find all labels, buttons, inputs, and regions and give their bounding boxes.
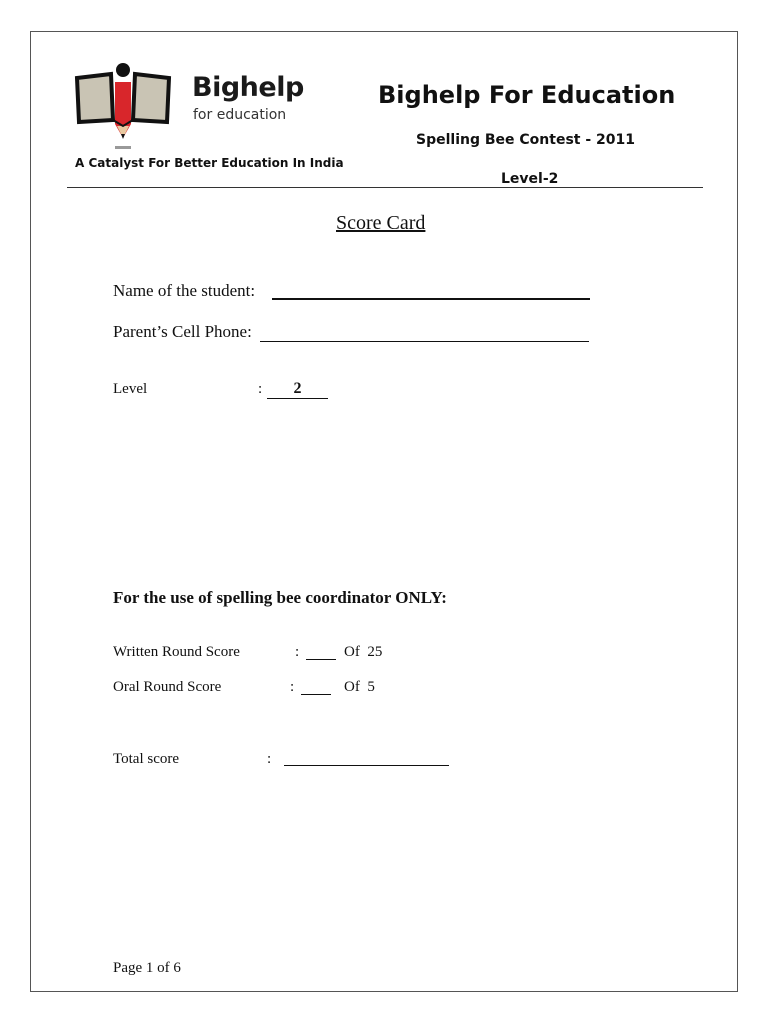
organization-title: Bighelp For Education	[378, 81, 676, 109]
level-label: Level	[113, 381, 148, 397]
oral-score-label: Oral Round Score	[113, 679, 222, 695]
page-number: Page 1 of 6	[113, 960, 181, 976]
written-score-label: Written Round Score	[113, 644, 240, 660]
parent-phone-line[interactable]	[260, 341, 589, 342]
student-name-label: Name of the student:	[113, 281, 256, 300]
coordinator-heading: For the use of spelling bee coordinator ONLY:	[113, 588, 447, 607]
header-divider	[67, 187, 703, 188]
contest-title: Spelling Bee Contest - 2011	[416, 132, 635, 148]
level-colon: :	[258, 381, 263, 397]
brand-subtitle: for education	[193, 107, 287, 123]
parent-phone-label: Parent’s Cell Phone:	[113, 322, 252, 341]
tagline: A Catalyst For Better Education In India	[75, 156, 344, 170]
student-name-line[interactable]	[272, 298, 590, 300]
written-colon: :	[295, 644, 300, 660]
book-pencil-person-logo-icon	[73, 62, 173, 154]
written-score-of: Of 25	[344, 644, 383, 660]
total-colon: :	[267, 751, 272, 767]
brand-name: Bighelp	[192, 72, 304, 103]
oral-colon: :	[290, 679, 295, 695]
level-value: 2	[267, 380, 328, 399]
written-score-line[interactable]	[306, 659, 336, 660]
score-card-title: Score Card	[336, 212, 426, 234]
level-heading: Level-2	[501, 171, 559, 187]
oral-score-line[interactable]	[301, 694, 331, 695]
total-score-line[interactable]	[284, 765, 449, 766]
oral-score-of: Of 5	[344, 679, 375, 695]
total-score-label: Total score	[113, 751, 180, 767]
document-page	[30, 31, 738, 992]
